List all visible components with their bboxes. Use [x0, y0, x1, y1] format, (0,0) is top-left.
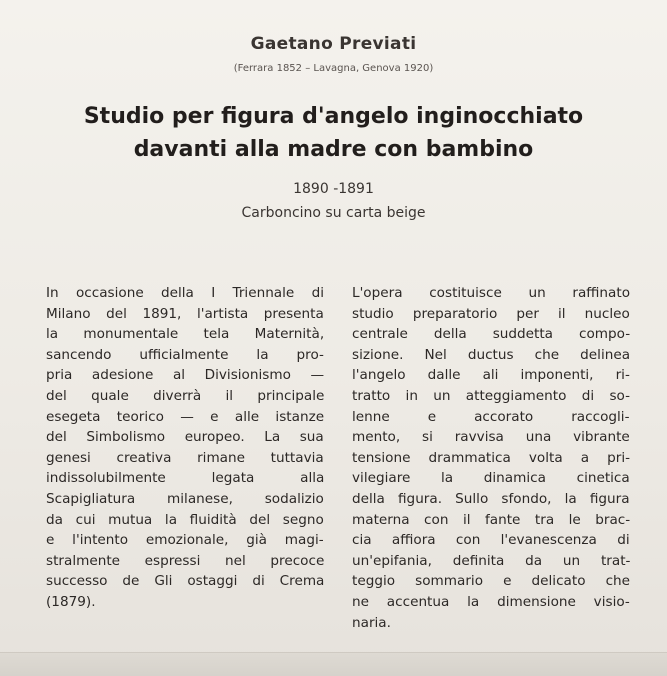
- text-line: esegeta teorico — e alle istanze: [46, 408, 325, 425]
- text-line-last: naria.: [352, 614, 391, 631]
- text-line: stralmente espressi nel precoce: [46, 552, 325, 569]
- artwork-title-line-2: davanti alla madre con bambino: [133, 137, 534, 162]
- text-line: vilegiare la dinamica cinetica: [352, 470, 630, 487]
- text-line: l'angelo dalle ali imponenti, ri-: [352, 367, 630, 384]
- text-line: Milano del 1891, l'artista presenta: [46, 305, 324, 322]
- artist-life-dates: (Ferrara 1852 – Lavagna, Genova 1920): [233, 63, 434, 74]
- text-line: tensione drammatica volta a pri-: [352, 449, 631, 466]
- text-line: da cui mutua la fluidità del segno: [46, 511, 324, 528]
- text-line: un'epifania, definita da un trat-: [352, 552, 631, 569]
- text-line: indissolubilmente legata alla: [46, 470, 325, 487]
- text-line: centrale della suddetta compo-: [352, 326, 631, 343]
- description-right-column: [352, 283, 630, 633]
- artwork-title-line-1: Studio per figura d'angelo inginocchiato: [83, 104, 584, 129]
- description-left-column: [46, 283, 324, 613]
- artwork-technique: Carboncino su carta beige: [241, 205, 426, 221]
- text-line: sancendo ufficialmente la pro-: [46, 346, 324, 363]
- text-line: cia affiora con l'evanescenza di: [352, 532, 630, 549]
- text-line: del quale diverrà il principale: [46, 387, 325, 404]
- text-line: teggio sommario e delicato che: [352, 573, 631, 590]
- text-line: lenne e accorato raccogli-: [352, 408, 630, 425]
- text-line-last: (1879).: [46, 593, 96, 610]
- text-line: successo de Gli ostaggi di Crema: [46, 573, 325, 590]
- text-line: del Simbolismo europeo. La sua: [46, 429, 324, 446]
- text-line: Scapigliatura milanese, sodalizio: [46, 490, 324, 507]
- text-line: pria adesione al Divisionismo —: [46, 367, 325, 384]
- text-line: e l'intento emozionale, già magi-: [46, 532, 324, 549]
- text-line: sizione. Nel ductus che delinea: [352, 346, 631, 363]
- panel-bottom-edge: [0, 652, 667, 676]
- artwork-title: [0, 100, 667, 166]
- text-line: mento, si ravvisa una vibrante: [352, 429, 630, 446]
- text-line: tratto in un atteggiamento di so-: [352, 387, 631, 404]
- text-line: la monumentale tela Maternità,: [46, 326, 325, 343]
- text-line: materna con il fante tra le brac-: [352, 511, 631, 528]
- text-line: In occasione della I Triennale di: [46, 285, 325, 301]
- text-line: genesi creativa rimane tuttavia: [46, 449, 324, 466]
- text-line: studio preparatorio per il nucleo: [352, 305, 630, 322]
- text-line: della figura. Sullo sfondo, la figura: [352, 490, 630, 507]
- artist-name: Gaetano Previati: [250, 34, 417, 54]
- artwork-year: 1890 -1891: [293, 181, 374, 197]
- text-line: ne accentua la dimensione visio-: [352, 593, 630, 610]
- text-line: L'opera costituisce un raffinato: [352, 285, 631, 301]
